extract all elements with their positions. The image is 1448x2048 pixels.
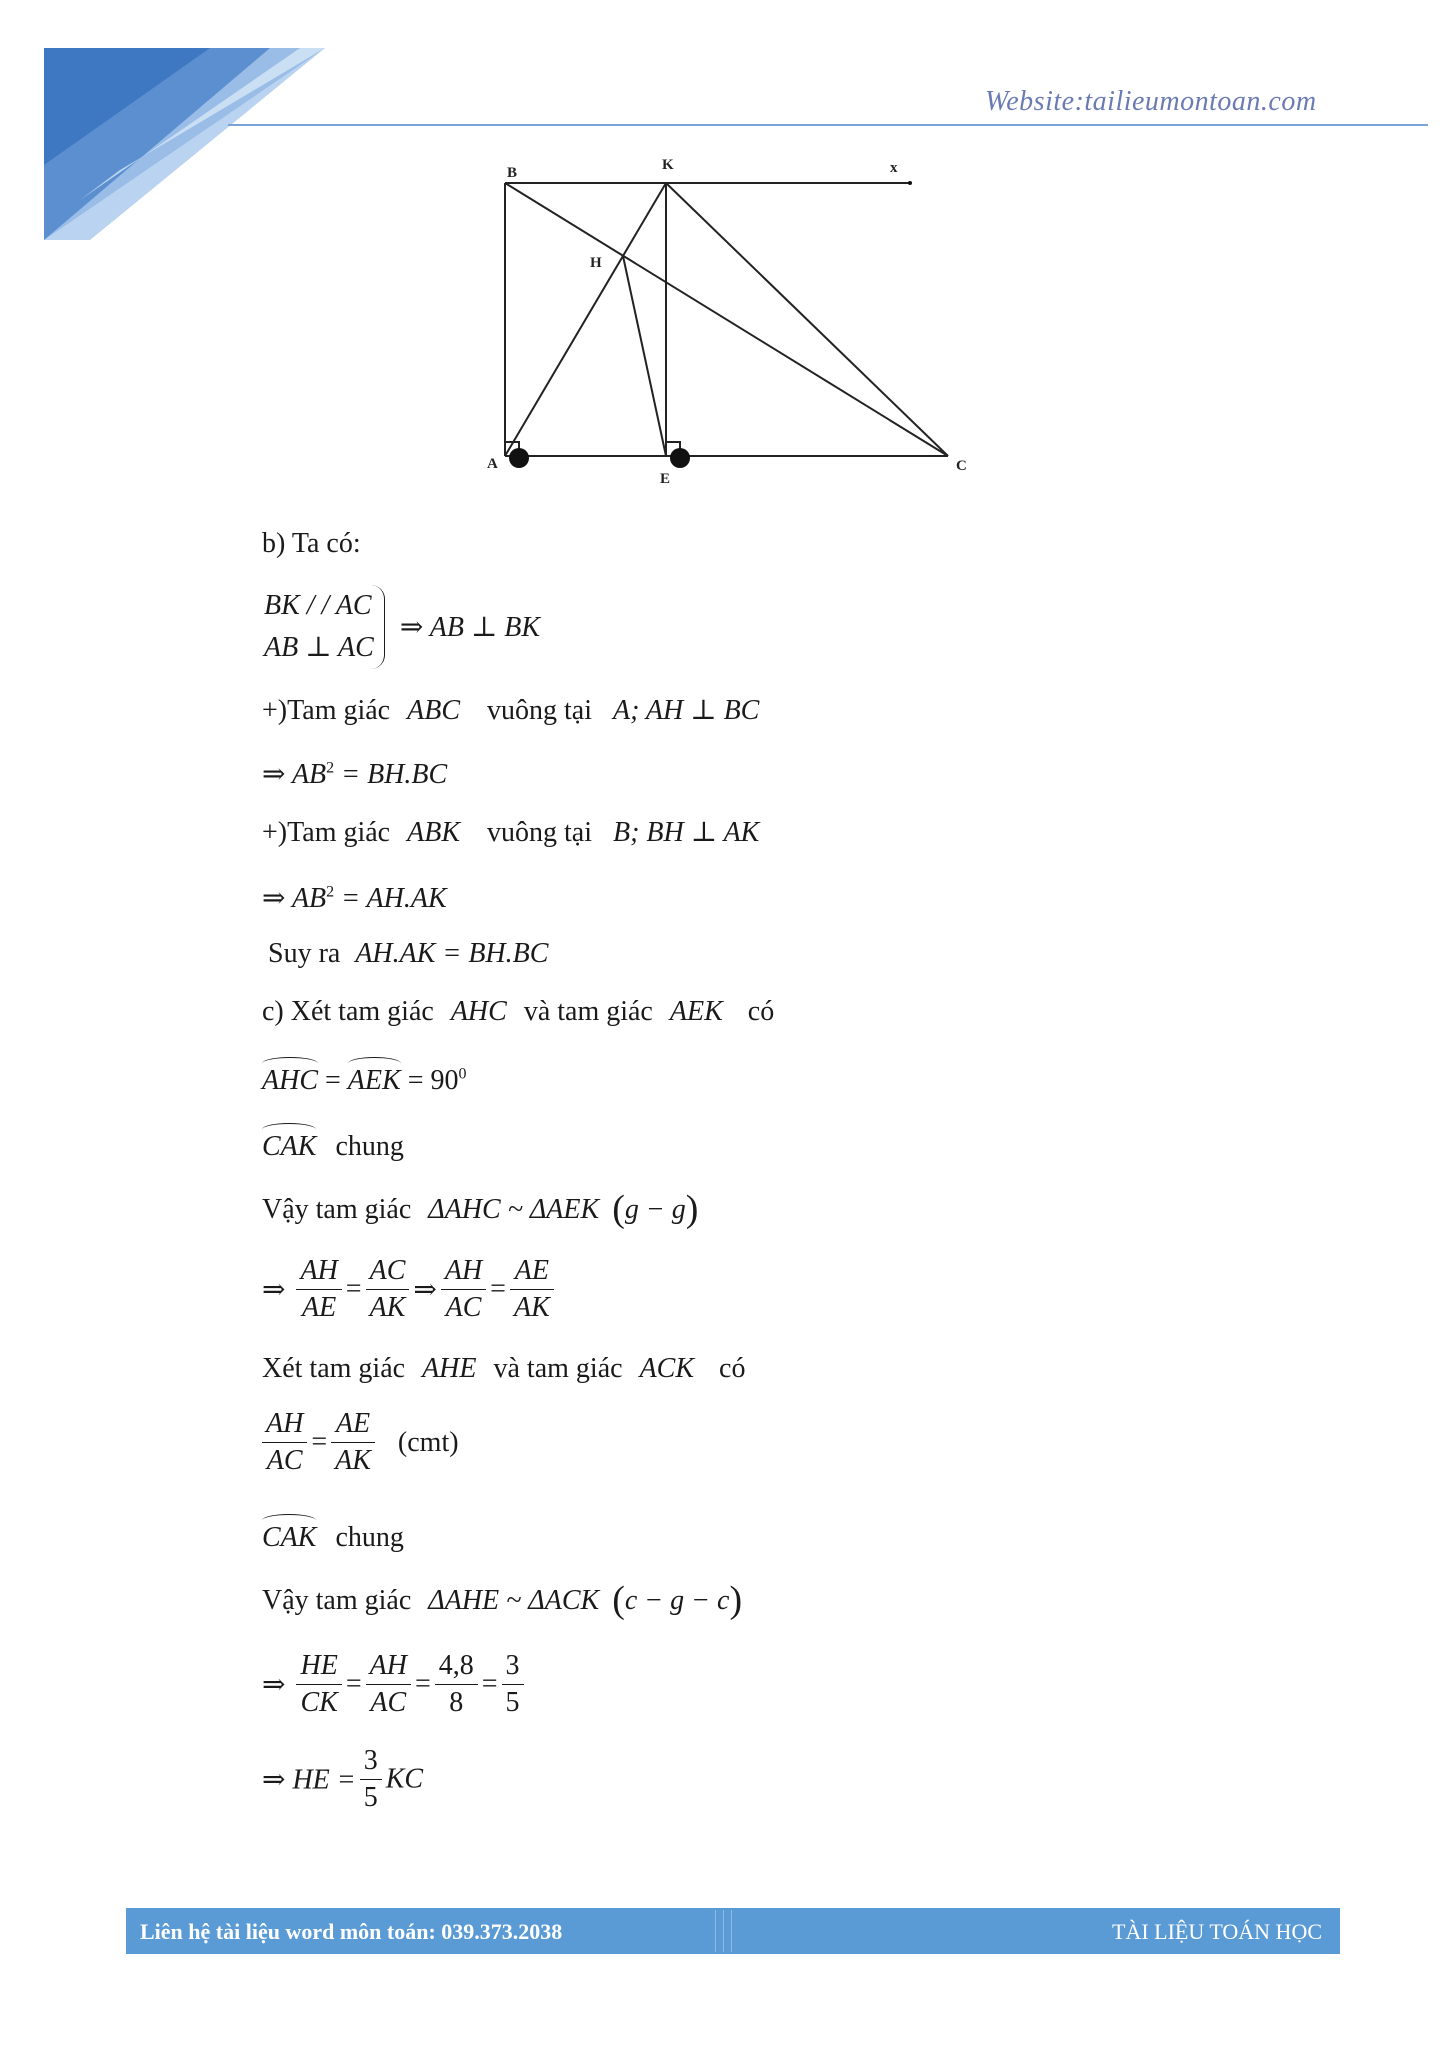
- sim2-label: Vậy tam giác: [262, 1585, 412, 1616]
- suy-ra-label: Suy ra: [268, 938, 341, 969]
- eq2-post: = AH.AK: [341, 883, 447, 914]
- header-rule: [228, 124, 1428, 126]
- fraction-ac-ak: $\frac{AC}{AK}$: [366, 1253, 410, 1326]
- geometry-figure: [470, 150, 990, 490]
- fraction-line-2: $\frac{AH}{AC}$ = $\frac{AE}{AK}$ (cmt): [262, 1406, 459, 1479]
- footer-contact: Liên hệ tài liệu word môn toán: 039.373.2038: [140, 1919, 563, 1944]
- eq2-sup: 2: [326, 883, 335, 901]
- fraction3-3-5: $\frac{3}{5}$: [502, 1648, 524, 1721]
- angle-eq-sup: 0: [458, 1065, 467, 1083]
- system-line2: AB ⊥ AC: [264, 632, 374, 663]
- segment-ak: [505, 183, 666, 456]
- angle-eq-sign1: =: [325, 1065, 341, 1096]
- xet2-t2: ACK: [639, 1353, 695, 1384]
- tri-abk-mid: vuông tại: [487, 817, 592, 848]
- segment-kc: [666, 183, 948, 456]
- label-a: A: [487, 456, 498, 472]
- footer-brand: TÀI LIỆU TOÁN HỌC: [1112, 1919, 1322, 1944]
- xet2-and: và tam giác: [493, 1353, 623, 1384]
- fraction3-48-8: $\frac{4,8}{8}$: [435, 1648, 478, 1721]
- fraction-line-4: [262, 1743, 423, 1816]
- tri-abk-prefix: +)Tam giác: [262, 817, 391, 848]
- equation-1: [262, 757, 447, 791]
- frac4-lhs: ⇒ HE =: [262, 1764, 356, 1796]
- cmt-note: (cmt): [397, 1426, 459, 1458]
- tri-abk-name: ABK: [407, 817, 460, 848]
- chung-line-1: [262, 1129, 404, 1163]
- label-x: x: [890, 160, 898, 176]
- label-e: E: [660, 471, 671, 487]
- xet2-label: Xét tam giác: [262, 1353, 406, 1384]
- tri-abc-prefix: +)Tam giác: [262, 695, 391, 726]
- angle-eq-value: = 90: [407, 1065, 459, 1096]
- point-x-dot: [908, 181, 912, 185]
- segment-he: [623, 256, 666, 456]
- label-b: B: [507, 165, 518, 181]
- part-c-co: có: [747, 996, 775, 1027]
- angle-cak-2: CAK: [262, 1522, 317, 1553]
- frac4-rhs: KC: [385, 1763, 424, 1795]
- suy-ra-expr: AH.AK = BH.BC: [355, 938, 549, 969]
- fraction2-ah-ac: $\frac{AH}{AC}$: [262, 1406, 307, 1479]
- fraction-line-3: ⇒ $\frac{HE}{CK}$ = $\frac{AH}{AC}$ = $\frac{4,8}{8}$ = $\frac{3}{5}$: [262, 1648, 528, 1721]
- point-e-dot: [670, 448, 690, 468]
- part-c-t1: AHC: [450, 996, 507, 1027]
- fraction-ah-ae: $\frac{AH}{AE}$: [296, 1253, 341, 1326]
- label-k: K: [662, 157, 674, 173]
- triangle-abc-line: [262, 693, 759, 727]
- fraction3-he-ck: $\frac{HE}{CK}$: [296, 1648, 341, 1721]
- fraction3-ah-ac: $\frac{AH}{AC}$: [366, 1648, 411, 1721]
- label-c: C: [956, 458, 967, 474]
- label-h: H: [590, 255, 602, 271]
- chung-word-2: chung: [335, 1522, 404, 1553]
- fraction2-ae-ak: $\frac{AE}{AK}$: [331, 1406, 375, 1479]
- fraction-ah-ac: $\frac{AH}{AC}$: [441, 1253, 486, 1326]
- tri-abc-mid: vuông tại: [487, 695, 592, 726]
- xet-line-2: [262, 1353, 745, 1385]
- similarity-line-2: Vậy tam giác ΔAHE ~ ΔACK (c − g − c): [262, 1579, 743, 1621]
- point-a-dot: [509, 448, 529, 468]
- part-c-title: c) Xét tam giác: [262, 996, 434, 1027]
- tri-abk-cond: B; BH ⊥ AK: [613, 817, 760, 848]
- eq2-pre: ⇒ AB: [262, 883, 327, 914]
- website-header: Website:tailieumontoan.com: [985, 86, 1317, 117]
- fraction-ae-ak: $\frac{AE}{AK}$: [510, 1253, 554, 1326]
- sim1-expr: ΔAHC ~ ΔAEK: [428, 1194, 600, 1225]
- part-c-t2: AEK: [669, 996, 723, 1027]
- part-c-and: và tam giác: [523, 996, 653, 1027]
- eq1-pre: ⇒ AB: [262, 759, 327, 790]
- xet2-t1: AHE: [422, 1353, 477, 1384]
- angle-cak-1: CAK: [262, 1131, 317, 1162]
- sim1-label: Vậy tam giác: [262, 1194, 412, 1225]
- tri-abc-name: ABC: [407, 695, 460, 726]
- equation-2: [262, 881, 447, 915]
- suy-ra-line: [268, 938, 548, 970]
- chung-word-1: chung: [335, 1131, 404, 1162]
- angle-aek: AEK: [347, 1065, 401, 1096]
- eq1-sup: 2: [326, 759, 335, 777]
- segment-bc: [505, 183, 948, 456]
- system-brace: [264, 585, 540, 669]
- xet2-co: có: [719, 1353, 746, 1384]
- angle-equation: [262, 1063, 466, 1097]
- fraction4-3-5: $\frac{3}{5}$: [360, 1743, 382, 1816]
- part-b-title: b) Ta có:: [262, 528, 361, 559]
- sim2-case: c − g − c: [624, 1585, 730, 1616]
- tri-abc-cond: A; AH ⊥ BC: [613, 695, 760, 726]
- angle-ahc: AHC: [262, 1065, 318, 1096]
- eq1-post: = BH.BC: [341, 759, 448, 790]
- triangle-abk-line: [262, 815, 759, 849]
- fraction-line-1: ⇒ $\frac{AH}{AE}$ = $\frac{AC}{AK}$ ⇒ $\frac{AH}{AC}$ = $\frac{AE}{AK}$: [262, 1253, 558, 1326]
- system-result: ⇒ AB ⊥ BK: [399, 612, 541, 643]
- part-c-title-line: [262, 996, 774, 1028]
- system-line1: BK / / AC: [264, 590, 372, 621]
- sim1-case: g − g: [624, 1194, 686, 1225]
- sim2-expr: ΔAHE ~ ΔACK: [428, 1585, 600, 1616]
- similarity-line-1: Vậy tam giác ΔAHC ~ ΔAEK (g − g): [262, 1188, 699, 1230]
- chung-line-2: [262, 1520, 404, 1554]
